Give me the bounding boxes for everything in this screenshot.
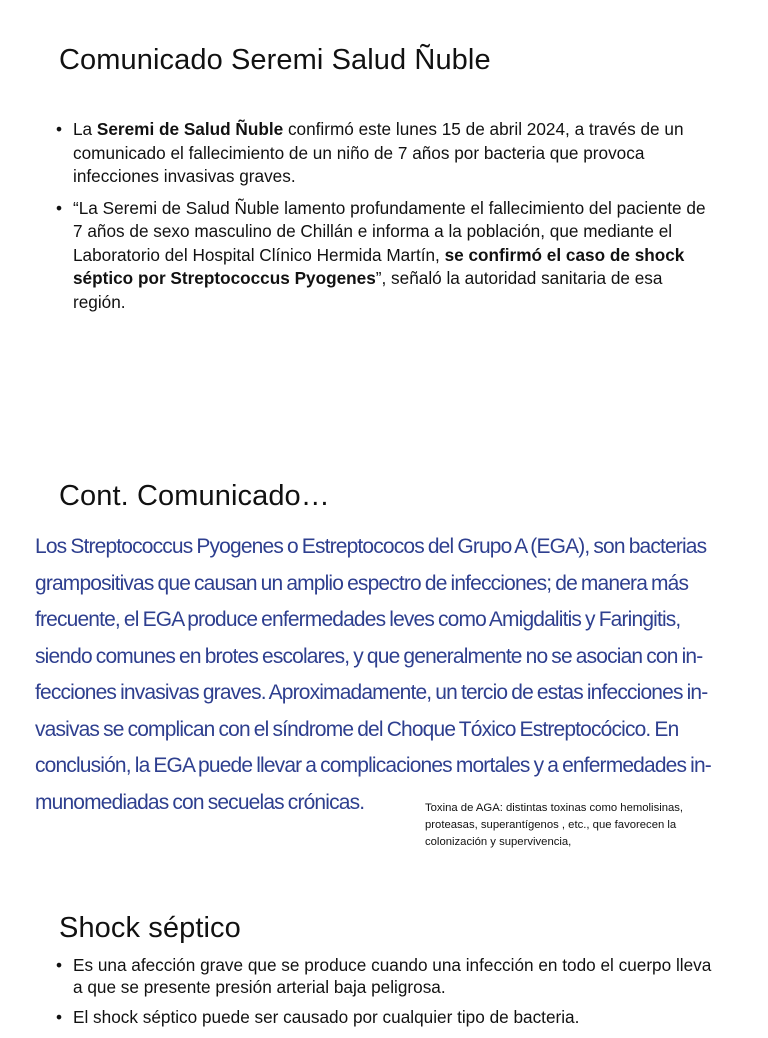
caption-line: colonización y supervivencia, bbox=[425, 836, 572, 848]
bullet-bold-text: se confirmó el caso de shock séptico por Streptococcus Pyogenes bbox=[73, 244, 685, 288]
bullet-item bbox=[56, 955, 716, 998]
bullet-dot: • bbox=[56, 197, 63, 218]
caption-line: proteasas, superantígenos , etc., que favorecen la bbox=[425, 819, 677, 831]
bullet-item bbox=[56, 1007, 716, 1029]
bullet-list bbox=[56, 955, 716, 1038]
paragraph-line: munomediadas con secuelas crónicas. bbox=[35, 789, 365, 814]
bullet-text: El shock séptico puede ser causado por cualquier tipo de bacteria. bbox=[73, 1007, 580, 1027]
slide-title: Comunicado Seremi Salud Ñuble bbox=[59, 44, 491, 76]
paragraph-line: siendo comunes en brotes escolares, y que generalmente no se asocian con in- bbox=[35, 643, 703, 668]
bullet-dot: • bbox=[56, 955, 63, 975]
caption-line: Toxina de AGA: distintas toxinas como hemolisinas, bbox=[425, 802, 684, 814]
bullet-item bbox=[56, 197, 716, 315]
paragraph-line: grampositivas que causan un amplio espectro de infecciones; de manera más bbox=[35, 570, 689, 595]
paragraph-line: vasivas se complican con el síndrome del Choque Tóxico Estreptocócico. En bbox=[35, 716, 679, 741]
ega-description-paragraph bbox=[35, 528, 734, 820]
slide-communique bbox=[0, 0, 768, 470]
bullet-text: “La Seremi de Salud Ñuble lamento profundamente el fallecimiento del paciente de 7 años de sexo masculino de Chillán e informa a la población, que mediante el Laboratorio del Hospital Clínico Hermida Martín, bbox=[73, 197, 706, 265]
toxin-caption bbox=[425, 800, 765, 851]
slide-title: Shock séptico bbox=[59, 912, 241, 944]
slide-title: Cont. Comunicado… bbox=[59, 480, 330, 512]
paragraph-line: Los Streptococcus Pyogenes o Estreptococos del Grupo A (EGA), son bacterias bbox=[35, 534, 707, 558]
bullet-dot: • bbox=[56, 119, 63, 139]
bullet-text: ”, señaló la autoridad sanitaria de esa región. bbox=[73, 268, 663, 312]
paragraph-line: fecciones invasivas graves. Aproximadamente, un tercio de estas infecciones in- bbox=[35, 680, 708, 704]
bullet-bold-text: Seremi de Salud Ñuble bbox=[96, 119, 284, 139]
bullet-text: Es una afección grave que se produce cuando una infección en todo el cuerpo lleva a que se presente presión arterial baja peligrosa. bbox=[73, 955, 712, 997]
bullet-item bbox=[56, 118, 716, 189]
slide-septic-shock bbox=[0, 890, 768, 1027]
paragraph-line: conclusión, la EGA puede llevar a complicaciones mortales y a enfermedades in- bbox=[35, 753, 711, 777]
slide-communique-continued bbox=[0, 470, 768, 890]
bullet-text: La bbox=[73, 119, 97, 139]
bullet-list bbox=[56, 118, 716, 322]
bullet-text: confirmó este lunes 15 de abril 2024, a través de un comunicado el fallecimiento de un niño de 7 años por bacteria que provoca infecciones invasivas graves. bbox=[73, 119, 684, 186]
bullet-dot: • bbox=[56, 1007, 63, 1027]
paragraph-line: frecuente, el EGA produce enfermedades leves como Amigdalitis y Faringitis, bbox=[35, 607, 681, 631]
